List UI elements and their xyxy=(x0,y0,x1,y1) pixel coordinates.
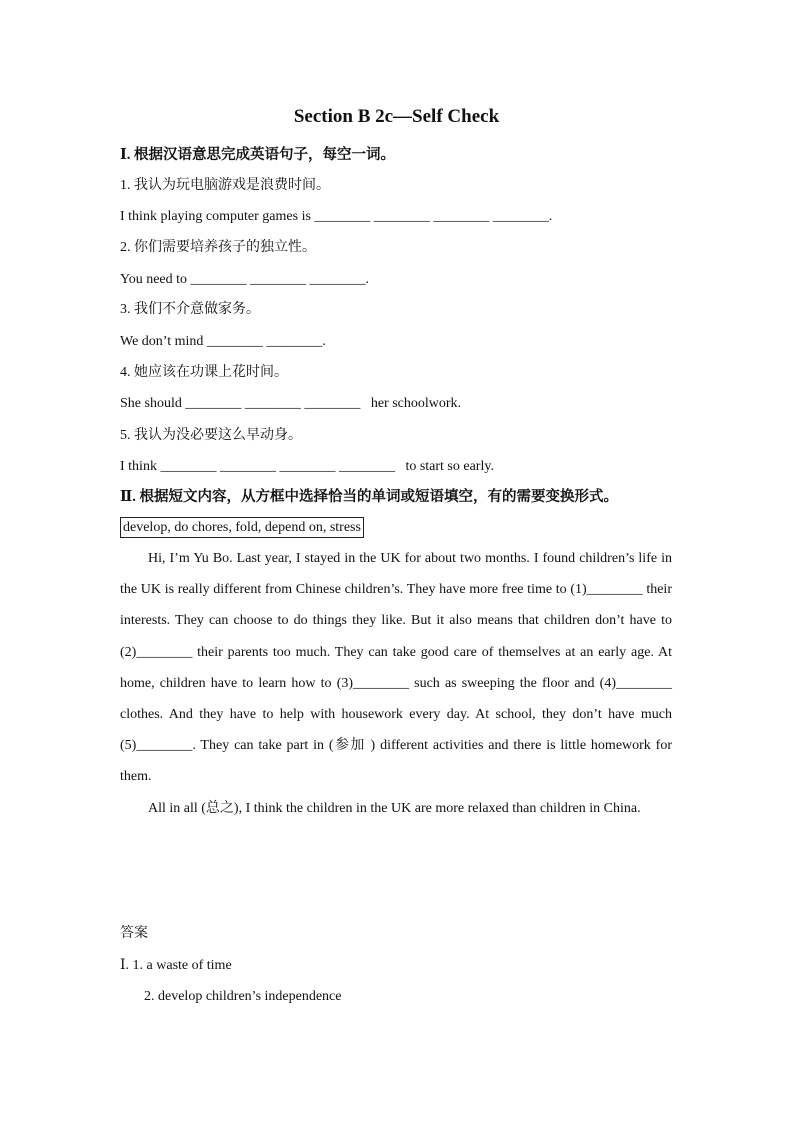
item2-chinese: 2. 你们需要培养孩子的独立性。 xyxy=(120,240,316,255)
passage-paragraph-1: Hi, I’m Yu Bo. Last year, I stayed in the UK for about two months. I found children’s life in the UK is really different from Chinese children’s. They have more free time to (1)________ their interests. They can choose to do things they like. But it also means that children don’t have to (2)________ their parents too much. They can take good care of themselves at an early age. At home, children have to learn how to (3)________ such as sweeping the floor and (4)________ clothes. And they have to help with housework every day. At school, they don’t have much (5)________. They can take part in (参加 ) different activities and there is little homework for them. xyxy=(120,551,672,785)
item4-chinese: 4. 她应该在功课上花时间。 xyxy=(120,365,288,380)
word-box: develop, do chores, fold, depend on, stress xyxy=(120,517,364,538)
passage xyxy=(120,543,672,824)
item3-chinese: 3. 我们不介意做家务。 xyxy=(120,302,260,317)
part2-heading: Ⅱ. 根据短文内容，从方框中选择恰当的单词或短语填空，有的需要变换形式。 xyxy=(120,489,618,505)
item3-english: We don’t mind ________ ________. xyxy=(120,334,326,349)
item5-chinese: 5. 我认为没必要这么早动身。 xyxy=(120,428,302,443)
item1-english: I think playing computer games is ________ ________ ________ ________. xyxy=(120,209,553,224)
item5-english: I think ________ ________ ________ ________ to start so early. xyxy=(120,459,494,474)
item4-english: She should ________ ________ ________ her schoolwork. xyxy=(120,396,462,411)
item2-english: You need to ________ ________ ________. xyxy=(120,272,370,287)
answer-line-2: 2. develop children’s independence xyxy=(144,989,342,1004)
page-title: Section B 2c—Self Check xyxy=(293,106,500,127)
part1-heading: Ⅰ. 根据汉语意思完成英语句子，每空一词。 xyxy=(120,147,396,163)
item1-chinese: 1. 我认为玩电脑游戏是浪费时间。 xyxy=(120,178,330,193)
passage-paragraph-2: All in all (总之), I think the children in the UK are more relaxed than children in China. xyxy=(148,800,641,816)
answer-line-1: Ⅰ. 1. a waste of time xyxy=(120,958,232,973)
answers-heading: 答案 xyxy=(120,926,148,941)
